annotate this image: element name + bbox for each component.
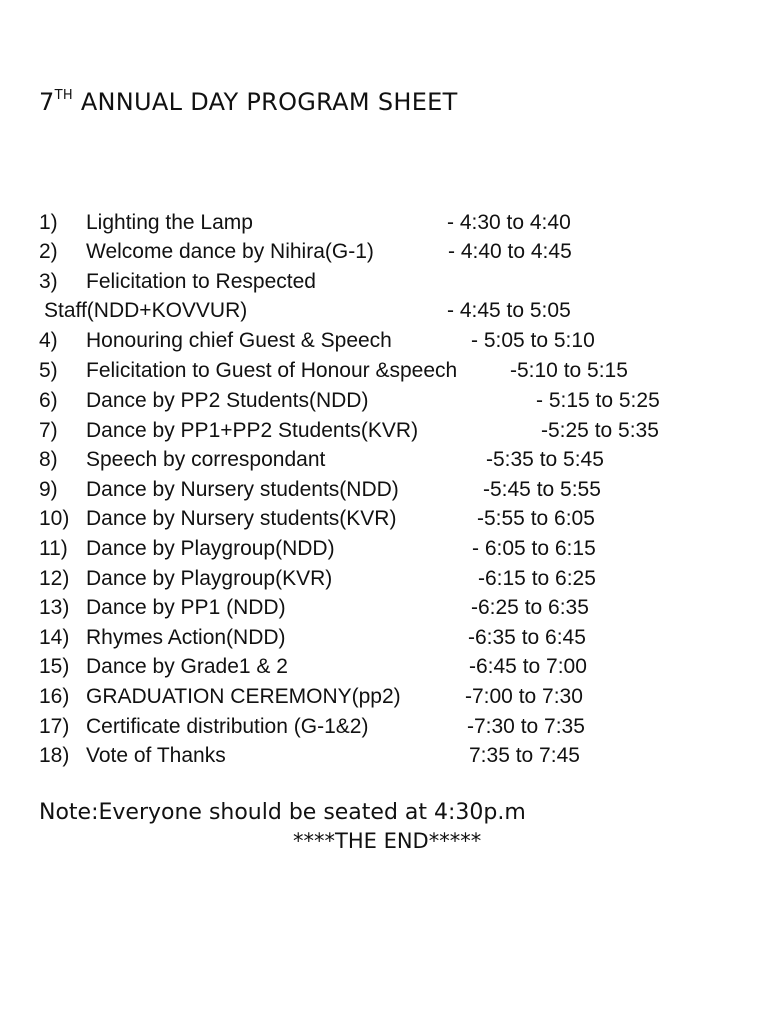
item-time: -6:15 to 6:25	[478, 567, 596, 590]
item-number: 8)	[39, 448, 58, 471]
item-label: Felicitation to Respected	[86, 270, 316, 293]
item-time: - 6:05 to 6:15	[472, 537, 596, 560]
item-label: Dance by PP2 Students(NDD)	[86, 389, 369, 412]
item-time: -5:10 to 5:15	[510, 359, 628, 382]
item-label: Welcome dance by Nihira(G-1)	[86, 240, 374, 263]
item-label: Dance by Nursery students(NDD)	[86, 478, 399, 501]
item-time: -7:00 to 7:30	[465, 685, 583, 708]
item-number: 6)	[39, 389, 58, 412]
item-time: -5:25 to 5:35	[541, 419, 659, 442]
item-label: Rhymes Action(NDD)	[86, 626, 286, 649]
item-number: 14)	[39, 626, 70, 649]
title-superscript: TH	[54, 88, 73, 103]
item-time: - 4:45 to 5:05	[447, 299, 571, 322]
item-time: -7:30 to 7:35	[467, 715, 585, 738]
item-number: 2)	[39, 240, 58, 263]
item-number: 5)	[39, 359, 58, 382]
item-number: 9)	[39, 478, 58, 501]
item-label: Lighting the Lamp	[86, 211, 253, 234]
item-number: 1)	[39, 211, 58, 234]
item-label: Speech by correspondant	[86, 448, 326, 471]
item-time: - 4:30 to 4:40	[447, 211, 571, 234]
item-number: 11)	[39, 537, 68, 560]
item-label: Dance by Grade1 & 2	[86, 655, 288, 678]
item-time: - 5:15 to 5:25	[536, 389, 660, 412]
item-time: -6:25 to 6:35	[471, 596, 589, 619]
item-label: Dance by PP1+PP2 Students(KVR)	[86, 419, 419, 442]
item-time: -5:35 to 5:45	[486, 448, 604, 471]
item-number: 16)	[39, 685, 70, 708]
item-number: 17)	[39, 715, 70, 738]
item-label: Dance by PP1 (NDD)	[86, 596, 286, 619]
item-label: Dance by Playgroup(NDD)	[86, 537, 335, 560]
item-label: Dance by Nursery students(KVR)	[86, 507, 397, 530]
item-time: -5:55 to 6:05	[477, 507, 595, 530]
title-text: ANNUAL DAY PROGRAM SHEET	[72, 88, 458, 116]
item-label: Certificate distribution (G-1&2)	[86, 715, 369, 738]
item-label: Honouring chief Guest & Speech	[86, 329, 392, 352]
item-number: 4)	[39, 329, 58, 352]
title-number: 7	[39, 88, 55, 116]
item-time: 7:35 to 7:45	[469, 744, 580, 767]
item-time: -5:45 to 5:55	[483, 478, 601, 501]
item-time: - 5:05 to 5:10	[471, 329, 595, 352]
item-label: Vote of Thanks	[86, 744, 226, 767]
item-number: 7)	[39, 419, 58, 442]
item-number: 12)	[39, 567, 70, 590]
item-label-continued: Staff(NDD+KOVVUR)	[44, 299, 248, 322]
item-number: 18)	[39, 744, 70, 767]
item-number: 13)	[39, 596, 70, 619]
item-time: - 4:40 to 4:45	[448, 240, 572, 263]
seating-note: Note:Everyone should be seated at 4:30p.m	[39, 800, 526, 825]
end-marker: ****THE END*****	[293, 829, 482, 853]
item-time: -6:35 to 6:45	[468, 626, 586, 649]
item-number: 15)	[39, 655, 70, 678]
item-label: Dance by Playgroup(KVR)	[86, 567, 333, 590]
item-number: 10)	[39, 507, 70, 530]
item-label: GRADUATION CEREMONY(pp2)	[86, 685, 401, 708]
item-label: Felicitation to Guest of Honour &speech	[86, 359, 458, 382]
item-number: 3)	[39, 270, 58, 293]
item-time: -6:45 to 7:00	[469, 655, 587, 678]
